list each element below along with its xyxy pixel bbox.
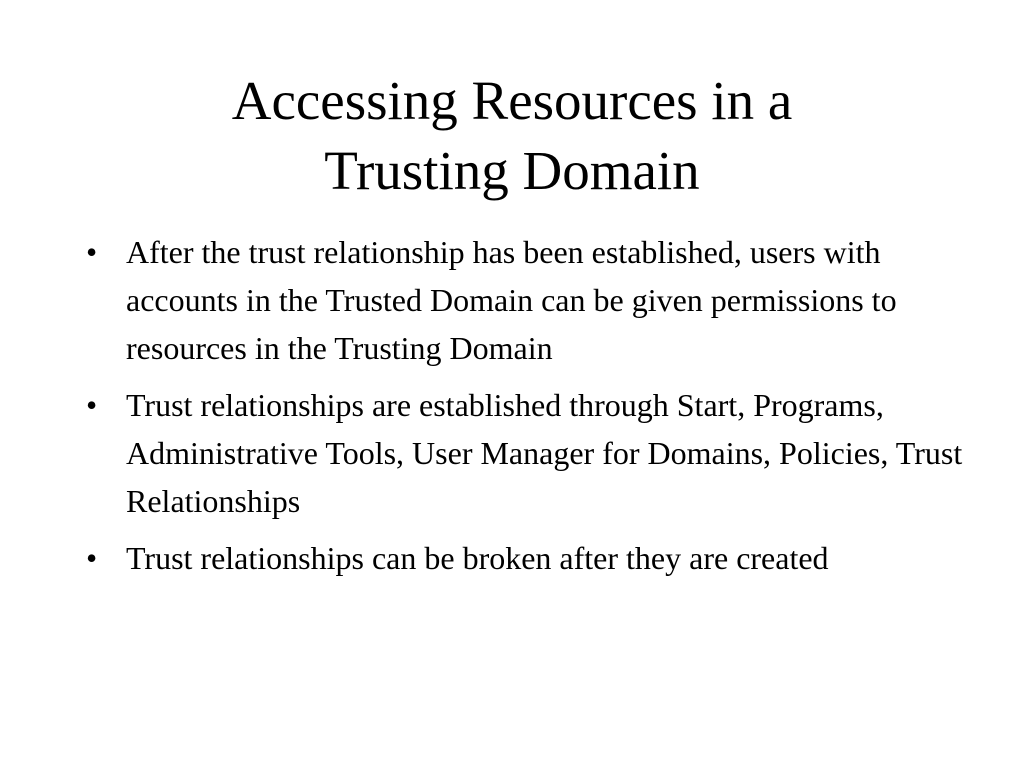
bullet-list <box>86 228 966 591</box>
bullet-item-3 <box>86 534 966 582</box>
bullet-item-2 <box>86 381 966 525</box>
bullet-item-1 <box>86 228 966 372</box>
bullet-marker: • <box>86 234 98 270</box>
slide-title-line-1: Accessing Resources in a <box>231 70 793 131</box>
slide-title-line-2: Trusting Domain <box>324 140 700 201</box>
bullet-marker: • <box>86 540 98 576</box>
slide-title <box>0 66 1024 206</box>
bullet-text-3: Trust relationships can be broken after they are created <box>126 540 829 576</box>
bullet-text-2: Trust relationships are established through Start, Programs, Administrative Tools, User Manager for Domains, Policies, Trust Relationships <box>126 387 963 519</box>
bullet-text-1: After the trust relationship has been established, users with accounts in the Trusted Domain can be given permissions to resources in the Trusting Domain <box>126 234 897 366</box>
bullet-marker: • <box>86 387 98 423</box>
